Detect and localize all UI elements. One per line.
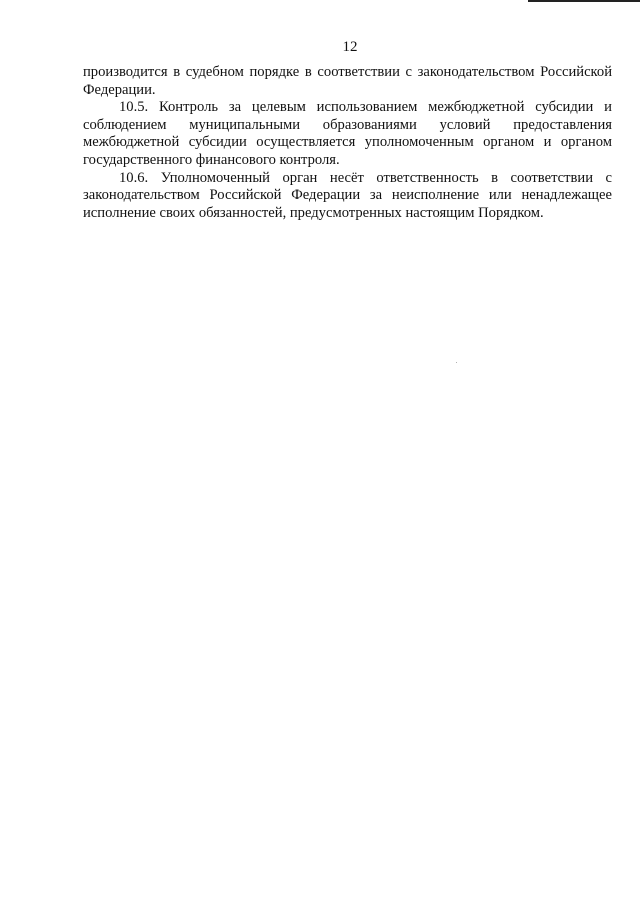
paragraph-continuation: производится в судебном порядке в соответствии с законодательством Российской Федерации. (83, 64, 612, 98)
scan-speck (456, 362, 457, 363)
page-number: 12 (342, 39, 358, 55)
document-body (83, 64, 612, 222)
paragraph-10-6: 10.6. Уполномоченный орган несёт ответственность в соответствии с законодательством Российской Федерации за неисполнение или ненадлежащее исполнение своих обязанностей, предусмотренных настоящим Порядком. (83, 169, 612, 221)
paragraph-10-5: 10.5. Контроль за целевым использованием межбюджетной субсидии и соблюдением муниципальными образованиями условий предоставления межбюджетной субсидии осуществляется уполномоченным органом и органом государственного финансового контроля. (83, 99, 612, 168)
top-edge-rule (528, 0, 640, 2)
